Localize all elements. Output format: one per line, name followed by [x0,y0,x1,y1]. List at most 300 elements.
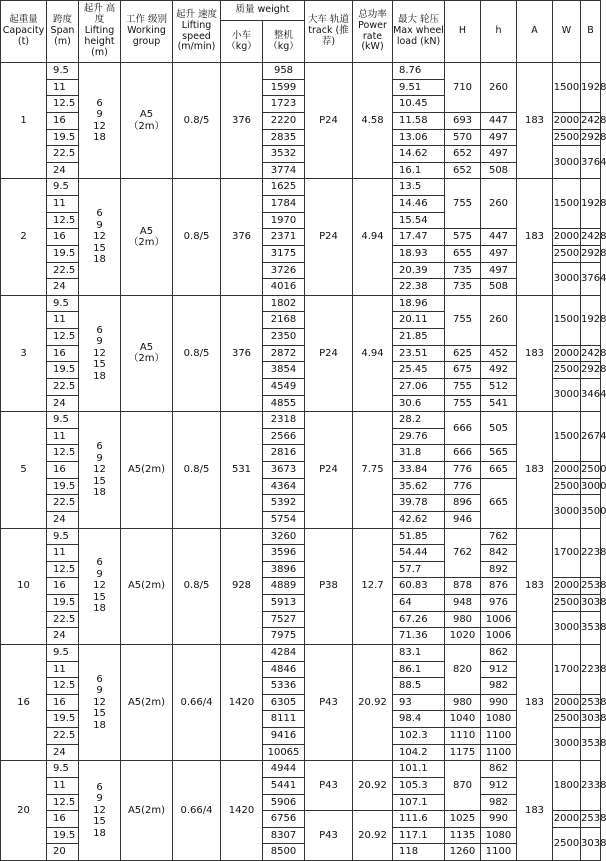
table-row [1,412,601,429]
whole-weight-cell: 4944 [263,761,305,778]
working-group-cell: A5(2m) [121,412,173,528]
span-cell: 11 [47,312,79,329]
span-cell: 19.5 [47,711,79,728]
h-cell: 260 [481,179,517,229]
B-cell: 3764 [581,262,601,295]
wheel-load-cell: 117.1 [393,827,445,844]
header-capacity: 起重量 Capacity (t) [1,1,47,63]
span-cell: 11 [47,428,79,445]
h-cell: 912 [481,777,517,794]
header-whole-weight: 整机 （kg） [263,21,305,63]
wheel-load-cell: 35.62 [393,478,445,495]
h-cell: 842 [481,545,517,562]
h-cell: 762 [481,528,517,545]
B-cell: 3038 [581,827,601,860]
B-cell: 3538 [581,728,601,761]
wheel-load-cell: 98.4 [393,711,445,728]
h-cell: 876 [481,578,517,595]
whole-weight-cell: 10065 [263,744,305,761]
A-cell: 183 [517,761,553,861]
trolley-weight-cell: 376 [221,179,263,295]
B-cell: 2674 [581,412,601,462]
whole-weight-cell: 1970 [263,212,305,229]
whole-weight-cell: 6756 [263,811,305,828]
span-cell: 16 [47,462,79,479]
whole-weight-cell: 6305 [263,694,305,711]
trolley-weight-cell: 531 [221,412,263,528]
H-cell: 755 [445,295,481,345]
A-cell: 183 [517,644,553,760]
span-cell: 22.5 [47,146,79,163]
span-cell: 19.5 [47,827,79,844]
whole-weight-cell: 4846 [263,661,305,678]
span-cell: 12.5 [47,561,79,578]
B-cell: 3538 [581,611,601,644]
h-cell: 260 [481,63,517,113]
whole-weight-cell: 3896 [263,561,305,578]
span-cell: 9.5 [47,63,79,80]
wheel-load-cell: 18.93 [393,245,445,262]
header-A: A [517,1,553,63]
working-group-cell: A5(2m) [121,644,173,760]
H-cell: 1135 [445,827,481,844]
wheel-load-cell: 64 [393,595,445,612]
trolley-weight-cell: 376 [221,295,263,411]
A-cell: 183 [517,295,553,411]
B-cell: 3000 [581,478,601,495]
h-cell: 892 [481,561,517,578]
H-cell: 948 [445,595,481,612]
track-cell: P38 [305,528,353,644]
wheel-load-cell: 22.38 [393,279,445,296]
power-cell: 4.94 [353,179,393,295]
track-cell: P24 [305,295,353,411]
h-cell: 497 [481,262,517,279]
B-cell: 2500 [581,462,601,479]
span-cell: 11 [47,777,79,794]
H-cell: 675 [445,362,481,379]
H-cell: 820 [445,644,481,694]
W-cell: 3000 [553,611,581,644]
W-cell: 1800 [553,761,581,811]
wheel-load-cell: 71.36 [393,628,445,645]
whole-weight-cell: 2872 [263,345,305,362]
W-cell: 3000 [553,495,581,528]
h-cell: 508 [481,279,517,296]
H-cell: 655 [445,245,481,262]
span-cell: 22.5 [47,378,79,395]
whole-weight-cell: 8307 [263,827,305,844]
whole-weight-cell: 3596 [263,545,305,562]
B-cell: 1928 [581,295,601,345]
track-cell: P43 [305,811,353,861]
span-cell: 24 [47,279,79,296]
B-cell: 1928 [581,179,601,229]
W-cell: 2000 [553,229,581,246]
whole-weight-cell: 2371 [263,229,305,246]
working-group-cell: A5(2m) [121,761,173,861]
B-cell: 2538 [581,694,601,711]
wheel-load-cell: 13.5 [393,179,445,196]
trolley-weight-cell: 928 [221,528,263,644]
W-cell: 2500 [553,595,581,612]
lifting-height-cell: 6 9 12 15 18 [79,179,121,295]
header-h: h [481,1,517,63]
wheel-load-cell: 18.96 [393,295,445,312]
whole-weight-cell: 1625 [263,179,305,196]
W-cell: 1500 [553,295,581,345]
h-cell: 1100 [481,844,517,861]
trolley-weight-cell: 1420 [221,761,263,861]
table-row [1,295,601,312]
span-cell: 16 [47,112,79,129]
A-cell: 183 [517,179,553,295]
whole-weight-cell: 1802 [263,295,305,312]
wheel-load-cell: 102.3 [393,728,445,745]
wheel-load-cell: 60.83 [393,578,445,595]
table-header [1,1,601,63]
H-cell: 1020 [445,628,481,645]
span-cell: 11 [47,196,79,213]
lifting-speed-cell: 0.8/5 [173,63,221,179]
wheel-load-cell: 83.1 [393,644,445,661]
wheel-load-cell: 29.76 [393,428,445,445]
h-cell: 1080 [481,827,517,844]
W-cell: 1700 [553,644,581,694]
wheel-load-cell: 118 [393,844,445,861]
wheel-load-cell: 111.6 [393,811,445,828]
H-cell: 1040 [445,711,481,728]
track-cell: P24 [305,63,353,179]
wheel-load-cell: 54.44 [393,545,445,562]
header-track: 大车 轨道 track (推荐) [305,1,353,63]
span-cell: 11 [47,79,79,96]
B-cell: 3464 [581,378,601,411]
trolley-weight-cell: 1420 [221,644,263,760]
capacity-cell: 10 [1,528,47,644]
table-row [1,63,601,80]
power-cell: 20.92 [353,761,393,811]
trolley-weight-cell: 376 [221,63,263,179]
B-cell: 2238 [581,644,601,694]
span-cell: 12.5 [47,96,79,113]
span-cell: 24 [47,628,79,645]
table-row [1,761,601,778]
whole-weight-cell: 4284 [263,644,305,661]
W-cell: 2000 [553,462,581,479]
wheel-load-cell: 31.8 [393,445,445,462]
span-cell: 16 [47,229,79,246]
span-cell: 16 [47,694,79,711]
whole-weight-cell: 5913 [263,595,305,612]
power-cell: 4.58 [353,63,393,179]
span-cell: 19.5 [47,595,79,612]
span-cell: 22.5 [47,728,79,745]
H-cell: 896 [445,495,481,512]
wheel-load-cell: 39.78 [393,495,445,512]
h-cell: 912 [481,661,517,678]
capacity-cell: 16 [1,644,47,760]
H-cell: 735 [445,279,481,296]
H-cell: 870 [445,761,481,811]
H-cell: 755 [445,179,481,229]
whole-weight-cell: 2566 [263,428,305,445]
wheel-load-cell: 13.06 [393,129,445,146]
wheel-load-cell: 16.1 [393,162,445,179]
whole-weight-cell: 4549 [263,378,305,395]
W-cell: 3000 [553,728,581,761]
whole-weight-cell: 2350 [263,329,305,346]
whole-weight-cell: 8500 [263,844,305,861]
whole-weight-cell: 5336 [263,678,305,695]
H-cell: 666 [445,445,481,462]
H-cell: 735 [445,262,481,279]
capacity-cell: 2 [1,179,47,295]
span-cell: 24 [47,511,79,528]
wheel-load-cell: 104.2 [393,744,445,761]
h-cell: 497 [481,146,517,163]
W-cell: 3000 [553,146,581,179]
wheel-load-cell: 21.85 [393,329,445,346]
span-cell: 20 [47,844,79,861]
wheel-load-cell: 11.58 [393,112,445,129]
wheel-load-cell: 33.84 [393,462,445,479]
span-cell: 19.5 [47,245,79,262]
H-cell: 693 [445,112,481,129]
header-weight: 质量 weight [221,1,305,21]
W-cell: 2000 [553,112,581,129]
h-cell: 982 [481,794,517,811]
span-cell: 16 [47,578,79,595]
h-cell: 505 [481,412,517,445]
lifting-speed-cell: 0.8/5 [173,412,221,528]
whole-weight-cell: 1784 [263,196,305,213]
span-cell: 9.5 [47,644,79,661]
H-cell: 755 [445,395,481,412]
working-group-cell: A5 （2m） [121,179,173,295]
h-cell: 1006 [481,611,517,628]
power-cell: 4.94 [353,295,393,411]
wheel-load-cell: 86.1 [393,661,445,678]
h-cell: 260 [481,295,517,345]
h-cell: 512 [481,378,517,395]
power-cell: 12.7 [353,528,393,644]
h-cell: 497 [481,245,517,262]
W-cell: 2500 [553,245,581,262]
W-cell: 1500 [553,63,581,113]
wheel-load-cell: 20.11 [393,312,445,329]
wheel-load-cell: 30.6 [393,395,445,412]
span-cell: 11 [47,661,79,678]
W-cell: 1500 [553,412,581,462]
span-cell: 19.5 [47,362,79,379]
wheel-load-cell: 10.45 [393,96,445,113]
wheel-load-cell: 57.7 [393,561,445,578]
whole-weight-cell: 5754 [263,511,305,528]
whole-weight-cell: 3532 [263,146,305,163]
H-cell: 878 [445,578,481,595]
h-cell: 452 [481,345,517,362]
h-cell: 862 [481,761,517,778]
wheel-load-cell: 107.1 [393,794,445,811]
W-cell: 2500 [553,827,581,860]
B-cell: 2428 [581,229,601,246]
whole-weight-cell: 3726 [263,262,305,279]
span-cell: 9.5 [47,761,79,778]
span-cell: 9.5 [47,295,79,312]
span-cell: 12.5 [47,329,79,346]
wheel-load-cell: 8.76 [393,63,445,80]
h-cell: 1100 [481,744,517,761]
whole-weight-cell: 2318 [263,412,305,429]
wheel-load-cell: 27.06 [393,378,445,395]
header-W: W [553,1,581,63]
wheel-load-cell: 93 [393,694,445,711]
h-cell: 976 [481,595,517,612]
power-cell: 20.92 [353,811,393,861]
H-cell: 1175 [445,744,481,761]
header-lifting-height: 起升 高度 Lifting height (m) [79,1,121,63]
track-cell: P43 [305,644,353,760]
span-cell: 9.5 [47,179,79,196]
h-cell: 1100 [481,728,517,745]
wheel-load-cell: 67.26 [393,611,445,628]
span-cell: 12.5 [47,794,79,811]
B-cell: 3038 [581,595,601,612]
wheel-load-cell: 25.45 [393,362,445,379]
H-cell: 776 [445,478,481,495]
whole-weight-cell: 2220 [263,112,305,129]
span-cell: 22.5 [47,262,79,279]
W-cell: 3000 [553,378,581,411]
whole-weight-cell: 5441 [263,777,305,794]
whole-weight-cell: 2168 [263,312,305,329]
whole-weight-cell: 7975 [263,628,305,645]
whole-weight-cell: 5906 [263,794,305,811]
h-cell: 508 [481,162,517,179]
H-cell: 575 [445,229,481,246]
wheel-load-cell: 17.47 [393,229,445,246]
H-cell: 652 [445,162,481,179]
wheel-load-cell: 51.85 [393,528,445,545]
wheel-load-cell: 14.62 [393,146,445,163]
track-cell: P43 [305,761,353,811]
lifting-height-cell: 6 9 12 15 18 [79,295,121,411]
B-cell: 1928 [581,63,601,113]
span-cell: 12.5 [47,678,79,695]
working-group-cell: A5(2m) [121,528,173,644]
whole-weight-cell: 2816 [263,445,305,462]
track-cell: P24 [305,179,353,295]
B-cell: 2538 [581,578,601,595]
H-cell: 570 [445,129,481,146]
H-cell: 652 [445,146,481,163]
h-cell: 447 [481,229,517,246]
table-row [1,528,601,545]
lifting-height-cell: 6 9 12 15 18 [79,644,121,760]
track-cell: P24 [305,412,353,528]
H-cell: 625 [445,345,481,362]
whole-weight-cell: 2835 [263,129,305,146]
W-cell: 2000 [553,578,581,595]
span-cell: 22.5 [47,495,79,512]
W-cell: 2500 [553,362,581,379]
lifting-speed-cell: 0.66/4 [173,761,221,861]
A-cell: 183 [517,63,553,179]
H-cell: 980 [445,611,481,628]
W-cell: 1700 [553,528,581,578]
whole-weight-cell: 3673 [263,462,305,479]
span-cell: 12.5 [47,212,79,229]
B-cell: 2238 [581,528,601,578]
whole-weight-cell: 7527 [263,611,305,628]
span-cell: 9.5 [47,528,79,545]
lifting-height-cell: 6 9 12 15 18 [79,412,121,528]
whole-weight-cell: 5392 [263,495,305,512]
whole-weight-cell: 9416 [263,728,305,745]
h-cell: 1080 [481,711,517,728]
h-cell: 497 [481,129,517,146]
capacity-cell: 20 [1,761,47,861]
h-cell: 565 [481,445,517,462]
whole-weight-cell: 4016 [263,279,305,296]
lifting-speed-cell: 0.8/5 [173,179,221,295]
header-span: 跨度 Span (m) [47,1,79,63]
H-cell: 1110 [445,728,481,745]
whole-weight-cell: 4889 [263,578,305,595]
H-cell: 946 [445,511,481,528]
W-cell: 1500 [553,179,581,229]
H-cell: 710 [445,63,481,113]
span-cell: 24 [47,744,79,761]
span-cell: 16 [47,345,79,362]
capacity-cell: 1 [1,63,47,179]
lifting-speed-cell: 0.66/4 [173,644,221,760]
table-row [1,179,601,196]
W-cell: 2000 [553,811,581,828]
whole-weight-cell: 8111 [263,711,305,728]
capacity-cell: 3 [1,295,47,411]
H-cell: 762 [445,528,481,578]
wheel-load-cell: 42.62 [393,511,445,528]
span-cell: 16 [47,811,79,828]
H-cell: 666 [445,412,481,445]
header-B: B [581,1,601,63]
span-cell: 19.5 [47,129,79,146]
B-cell: 2928 [581,129,601,146]
W-cell: 2000 [553,345,581,362]
whole-weight-cell: 3854 [263,362,305,379]
lifting-speed-cell: 0.8/5 [173,295,221,411]
span-cell: 24 [47,162,79,179]
W-cell: 2500 [553,129,581,146]
W-cell: 2000 [553,694,581,711]
B-cell: 3764 [581,146,601,179]
W-cell: 2500 [553,711,581,728]
header-trolley-weight: 小车 （kg） [221,21,263,63]
span-cell: 22.5 [47,611,79,628]
h-cell: 1006 [481,628,517,645]
header-lifting-speed: 起升 速度 Lifting speed (m/min) [173,1,221,63]
B-cell: 2928 [581,245,601,262]
wheel-load-cell: 20.39 [393,262,445,279]
wheel-load-cell: 28.2 [393,412,445,429]
wheel-load-cell: 23.51 [393,345,445,362]
B-cell: 2538 [581,811,601,828]
wheel-load-cell: 15.54 [393,212,445,229]
h-cell: 862 [481,644,517,661]
power-cell: 7.75 [353,412,393,528]
